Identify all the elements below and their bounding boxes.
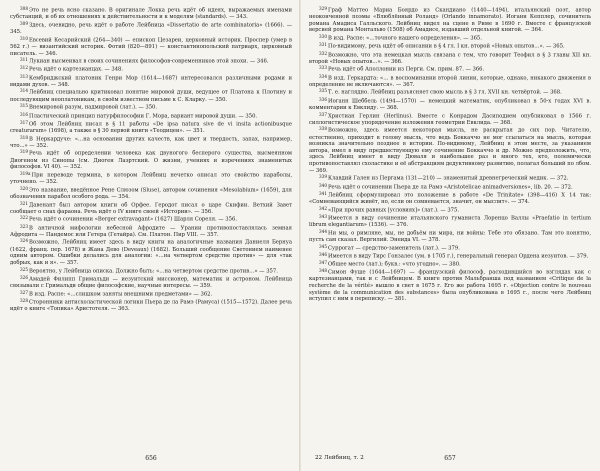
footnote xyxy=(309,126,591,174)
left-page xyxy=(10,6,292,465)
footnote-number: 333 xyxy=(319,65,327,71)
footnote xyxy=(309,229,591,244)
book-gutter xyxy=(299,0,301,471)
footnote-number: 332 xyxy=(319,50,327,56)
footnote-number: 331 xyxy=(319,42,327,48)
footnote-text: Лейбниц сформулировал это положение в работе «De Trinitate» (398—416) X 14 так: «Сомневающийся живёт, но, если он сомневается, значит, он мыслит». — 374. xyxy=(309,192,591,205)
footnote xyxy=(10,201,292,216)
footnote-number: 335 xyxy=(319,88,327,94)
footnote-text: Возможно, здесь имеется некоторая мысль, не раскрытая до сих пор. Читателю, естественно, приходит в голову мысль, что ведь Боккаччо не мог ссылаться на мысль, которая возникла значительно позднее в истории. По-видимому, Лейбниц в этом месте, за указанием автора, имел в виду предшествующую ему сочинение Боккаччо и др. Можно предположить, что, здесь Лейбниц имеет в виду Дюваля и наибольшее раз и много тех, кто, полемически противопоставлял схоластике и её абстракциям дедуктивному развитию, полагал больший по лбом. — 369. xyxy=(309,127,591,174)
footnote xyxy=(309,88,591,96)
left-page-number: 656 xyxy=(145,455,157,462)
footnote xyxy=(309,252,591,260)
footnote-number: 328 xyxy=(20,297,28,303)
footnote-text: Это название, введённое Рене Слюзом (Sluse), автором сочинения «Mesolabium» (1659), для обозначения парабол особого рода. — 354. xyxy=(10,187,292,200)
footnote-number: 317 xyxy=(20,119,28,125)
footnote xyxy=(309,214,591,229)
footnote-text: Имеется в виду Тирс Гонзалес (ум. в 1705 г.), генеральный генерал Ордена иезуитов. — 379. xyxy=(328,253,589,260)
footnote xyxy=(10,103,292,111)
footnote-number: 346 xyxy=(319,251,327,257)
footnote-text: В античной мифологии небесной Афродите — Урании противопоставлялась земная Афродита — Пандемос или Гетера (Гетайра). См. Платон. Пир VIII. — 357. xyxy=(10,225,292,238)
footnote xyxy=(10,275,292,290)
footnote xyxy=(10,36,292,57)
footnote-text: Т. е. наглядно. Лейбниц разъясняет свою мысль в § 3 гл. XVII кн. четвёртой. — 368. xyxy=(328,90,562,97)
footnote-text: В изд. Распе: «…точного нашего определения». — 365. xyxy=(328,35,482,42)
footnote-text: Граф Маттео Мариа Боярдо из Скандиано (1440—1494), итальянский поэт, автор неоконченной поэмы «Влюблённый Роланд» (Orlando innamorato). Иоганн Кепплер, сочинитель романа Амадиса Галльского. Лейбниц видел на сцене в Риме в 1690 г. Вместе с французской версией романа Монтальво (1508) об Амадисе, издавший отдельной книгой. — 364. xyxy=(309,7,591,34)
footnote xyxy=(10,149,292,170)
footnote-number: 318 xyxy=(20,134,28,140)
footnote-text: Давенант был автором книги об Орфее. Геродот писал о царе Скифии. Ветхий Завет сообщает о снах фараона. Речь идёт о IV книге своей «Истории». — 356. xyxy=(10,202,292,215)
footnote-text: Возможно, Лейбниц имеет здесь в виду книги на аналогичные названия Даниеля Бернуа (1622, франц. пер. 1678) и Жана Дево (Deveaux) (1682). Больший сообщение Светонием наименее одним автором. Ошибки делались для аналогии: «…на четвертом средстве против» — для «так добрых, как и я». — 357. xyxy=(10,240,292,266)
footnote-number: 325 xyxy=(20,266,28,272)
left-notes-column xyxy=(10,6,292,454)
footnote-number: 345 xyxy=(319,243,327,249)
footnote-number: 308 xyxy=(20,6,28,11)
footnote-number: 321 xyxy=(20,200,28,206)
footnote-number: 309 xyxy=(20,20,28,26)
footnote-number: 340 xyxy=(319,182,327,188)
footnote xyxy=(309,183,591,191)
footnote-text: Речь идёт об определении человека как двуногого бесперого существа, высмеянном Диогеном из Синопы (см. Диоген Лаэртский. О жизни, учениях и изречениях знаменитых философов. VI 40). — 352. xyxy=(10,151,292,171)
footnote-text: Клавдий Гален из Пергама (131—210) — знаменитый древнегреческий медик. — 372. xyxy=(328,175,569,182)
footnote-number: 320 xyxy=(20,185,28,191)
footnote xyxy=(309,191,591,206)
footnote-text: «При прочих равных [условиях]» (лат.). — 375. xyxy=(328,207,460,214)
footnote-number: 313 xyxy=(20,73,28,79)
footnote-text: Имеется в виду сочинение итальянского гуманиста Лоренцо Валлы «Praefatio in tertium librum elegantiarum» (1536). — 376. xyxy=(309,215,591,229)
footnote-text: Об этом Лейбниц писал в § 11 работы «De ipsa natura sive de vi insita actionibusque creaturarum» (1698), а также в § 30 первой книги «Теодицеи». — 351. xyxy=(10,121,292,134)
footnote xyxy=(309,244,591,252)
footnote xyxy=(309,65,591,73)
right-notes-column xyxy=(309,6,591,454)
footnote-text: Речь идёт об Аполлонии из Перги. См. прим. 87. — 366. xyxy=(328,66,485,73)
footnote-text: Вероятно, у Лейбница описка. Должно быть: «…на четвертом средстве против…» — 357. xyxy=(29,268,278,275)
footnote-text: Симон Фуше (1644—1697) — французский философ, расходившийся во взглядах как с картезианцами, так и с Лейбницем. В книге против Мальбранша под названием «Critique de la recherche de la vérité» вышло в свет в 1675 г. Его же работа 1695 г. «Objection contre le nouveau système de la communication des substances» была опубликована в 1695 г., после чего Лейбниц вступил с ним в переписку. — 381. xyxy=(309,269,591,303)
footnote-number: 327 xyxy=(20,289,28,295)
footnote-number: 329 xyxy=(319,6,327,11)
footnote xyxy=(10,21,292,36)
footnote-text: Лейбниц специально критиковал понятие мировой души, ведущее от Платона к Плотину и последующим неоплатоникам, в своём известном письме к С. Кларку. — 350. xyxy=(10,90,292,103)
footnote-number: 334 xyxy=(319,73,327,79)
footnote xyxy=(309,97,591,112)
footnote-number: 311 xyxy=(20,57,28,63)
footnote-text: Кембриджский платоник Генри Мор (1614—1687) интересовался различными родами и видами духов. — 348. xyxy=(10,75,292,88)
footnote xyxy=(10,238,292,266)
footnote-number: 310 xyxy=(20,35,28,41)
footnote-text: По-видимому, речь идёт об описании в § 4 гл. I кн. второй «Новых опытов…». — 365. xyxy=(328,43,565,50)
footnote-text: Общее место (лат.); букв.: «что угодно». — 380. xyxy=(328,261,461,268)
footnote xyxy=(309,268,591,303)
footnote xyxy=(10,57,292,65)
footnote-text: Христиан Герлин (Herlinus). Вместе с Конрадом Дасиподием опубликовал в 1566 г. силлогистическое упорядочение изложения геометрии Евклида. — 368. xyxy=(309,113,591,126)
footnote xyxy=(10,6,292,21)
footnote-number: 337 xyxy=(319,111,327,117)
footnote xyxy=(10,65,292,73)
footnote-text: При переводе термина, в котором Лейбниц нечетко описал это свойство параболы, уточнено. — 352. xyxy=(10,172,292,186)
footnote-text: Здесь, очевидно, речь идёт о работе Лейбница «Dissertatio de arte combinatoria» (1666). — 345. xyxy=(10,22,292,36)
footnote-text: Сторонники антисхоластической логики Пьера де ла Рамэ (Рамуса) (1515—1572). Далее речь идёт о книге «Топика» Аристотеля. — 363. xyxy=(10,299,292,313)
footnote-text: Речь идёт о сочинении «Berger extravagant» (1627) Шарля Сореля. — 356. xyxy=(29,217,237,223)
footnote xyxy=(309,74,591,89)
footnote-text: В изд. Распе: «…слишком заняты внешними предметами» — 362. xyxy=(29,291,213,298)
footnote-text: Амадей Филипп Гримальди — иезуитский миссионер, математик и астроном. Лейбница связывали с Гримальди общие философские, научные интересы. — 359. xyxy=(10,276,292,289)
footnote xyxy=(10,186,292,201)
footnote-number: 319 xyxy=(20,149,28,155)
footnote-number: 341 xyxy=(319,190,327,196)
footnote-number: 338 xyxy=(319,126,327,132)
footnote xyxy=(10,135,292,150)
footnote xyxy=(309,6,591,34)
footnote xyxy=(10,112,292,120)
footnote-text: В изд. Геркардта: «… в воспоминании второй линии, которые, однако, никакого движения в определение не включаются». — 367. xyxy=(309,75,591,88)
footnote-number: 339 xyxy=(319,174,327,180)
footnote-text: Ни мы, о римляне, мы, не добьём ни мира, ни войны: Тебе это обязано. Там это понятно, пусть сам сказал. Вергилий. Энеида VI. — 378. xyxy=(309,230,591,243)
footnote-number: 312 xyxy=(20,65,28,71)
footnote-text: В Неркардуче: «…на основании других качеств, как цвет и твердость, запах, например, что...» — 352. xyxy=(10,136,292,149)
footnote-number: 344 xyxy=(319,228,327,234)
footnote-text: Иоганн Шеббель (1494—1570) — немецкий математик, опубликовал в 50-х годах XVI в. комментарии к Евклиду. — 368. xyxy=(309,98,591,111)
footnote-number: 336 xyxy=(319,96,327,102)
footnote-text: Возможно, что эта немецкая мысль связана с тем, что говорит Теофил в § 3 главы XII кн. второй «Новых опытов…». — 366. xyxy=(309,52,591,65)
footnote-number: 330 xyxy=(319,34,327,40)
footnote xyxy=(10,215,292,223)
footnote xyxy=(10,224,292,239)
footnote-number: 322 xyxy=(20,215,28,221)
footnote-text: Лукиан высмеивал в своих сочинениях философов-современников этой эпохи. — 346. xyxy=(29,58,269,65)
footnote xyxy=(10,267,292,275)
footnote-number: 316 xyxy=(20,111,28,117)
footnote-text: Внемировой разум, надмировой (лат.). — 350. xyxy=(29,104,158,111)
footnote-number: 347 xyxy=(319,259,327,265)
footnote-number: 315 xyxy=(20,103,28,109)
footnote xyxy=(10,290,292,298)
right-page xyxy=(309,6,591,465)
footnote xyxy=(309,174,591,182)
right-footer xyxy=(309,455,591,465)
footnote xyxy=(10,74,292,89)
footnote-number: 342 xyxy=(319,205,327,211)
footnote xyxy=(10,88,292,103)
footnote-text: Евсевий Кесарийский (264—340) — епископ Цезареи, церковный историк. Проспер (умер в 562 г.) — византийский историк. Фотий (820—891) — константинопольский патриарх, церковный писатель. — 346. xyxy=(10,37,292,57)
footnote-number: 326 xyxy=(20,274,28,280)
footnote xyxy=(309,34,591,42)
footnote-number: 323 xyxy=(20,223,28,229)
footnote xyxy=(309,260,591,268)
left-footer xyxy=(10,455,292,465)
footnote-text: Пластический принцип натурфилософии Г. Мора, вариант мировой души. — 350. xyxy=(29,113,258,120)
footnote xyxy=(309,206,591,214)
footnote-text: Речь идёт о сочинении Пьера де ла Рамэ «Aristotelicae animadversiones», lib. 20. — 372. xyxy=(328,184,573,191)
footnote xyxy=(309,112,591,127)
footnote xyxy=(309,42,591,50)
footnote xyxy=(309,51,591,66)
footnote-number: 343 xyxy=(319,213,327,219)
footnote-number: 324 xyxy=(20,238,28,244)
footnote xyxy=(10,120,292,135)
footnote xyxy=(10,298,292,313)
footnote-text: Это не речь ясно сказано. В оригинале Локка речь идёт об идеях, выражаемых именами субстанций, и об их отношениях к действительности и к моделям (standards). — 343. xyxy=(10,7,292,21)
footnote-number: 348 xyxy=(319,268,327,274)
footnote-text: Речь идёт о картезианцах. — 348. xyxy=(29,66,124,73)
footnote-number: 319a xyxy=(20,170,31,176)
printer-signature: 22 Лейбниц, т. 2 xyxy=(315,455,364,461)
footnote xyxy=(10,171,292,186)
footnote-text: Суррогат — средство-заменитель (лат.). — 379. xyxy=(328,245,460,252)
right-page-number: 657 xyxy=(444,455,456,462)
footnote-number: 314 xyxy=(20,88,28,94)
